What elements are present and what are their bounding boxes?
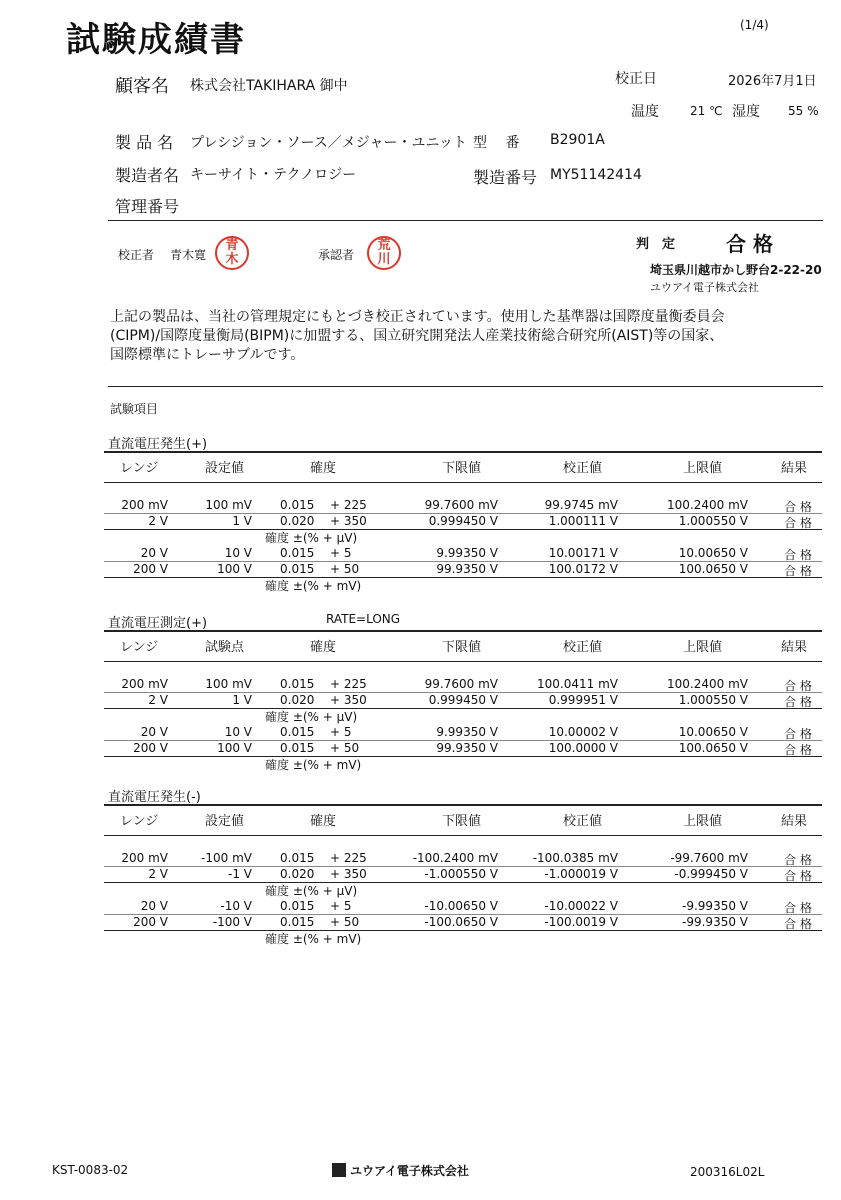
table-cell: 合 格: [784, 516, 812, 530]
table-cell: 99.9745 mV: [544, 498, 618, 512]
group-bottom-rule: [104, 577, 822, 578]
table-cell: 0.015: [280, 546, 315, 560]
section-top-rule: [104, 804, 822, 806]
table-cell: 1 V: [232, 693, 252, 707]
traceability-statement: [110, 308, 725, 365]
accuracy-note: 確度 ±(% + μV): [265, 531, 358, 545]
table-cell: + 5: [330, 899, 352, 913]
document-code: 200316L02L: [690, 1165, 765, 1179]
table-cell: 100.2400 mV: [667, 498, 748, 512]
footer-logo: [332, 1162, 469, 1179]
table-cell: 10.00171 V: [548, 546, 618, 560]
temperature-label: 温度: [631, 104, 659, 120]
table-cell: -9.99350 V: [682, 899, 748, 913]
table-cell: 0.999450 V: [428, 693, 498, 707]
column-header: 結果: [781, 814, 808, 829]
table-cell: 合 格: [784, 901, 812, 915]
table-cell: 10.00002 V: [548, 725, 618, 739]
table-cell: 0.015: [280, 725, 315, 739]
header-bottom-rule: [104, 661, 822, 662]
header-bottom-rule: [104, 835, 822, 836]
group-bottom-rule: [104, 529, 822, 530]
table-cell: 0.015: [280, 851, 315, 865]
column-header: 校正値: [563, 814, 603, 829]
serial-number: MY51142414: [550, 167, 642, 183]
model-label: 型 番: [473, 135, 520, 151]
header-bottom-rule: [104, 482, 822, 483]
product-name: プレシジョン・ソース／メジャー・ユニット: [190, 135, 467, 151]
table-cell: 0.999450 V: [428, 514, 498, 528]
table-cell: -1.000550 V: [424, 867, 498, 881]
table-cell: 200 V: [133, 562, 168, 576]
table-cell: 10.00650 V: [678, 725, 748, 739]
table-cell: 0.015: [280, 899, 315, 913]
column-header: 結果: [781, 640, 808, 655]
table-cell: -10.00650 V: [424, 899, 498, 913]
calibrator-seal-char-2: 木: [225, 252, 239, 267]
model-number: B2901A: [550, 132, 605, 148]
column-header: 校正値: [563, 640, 603, 655]
approver-label: 承認者: [318, 248, 355, 262]
column-header: 下限値: [442, 461, 482, 476]
table-cell: + 225: [330, 498, 367, 512]
accuracy-note: 確度 ±(% + μV): [265, 884, 358, 898]
table-cell: -99.7600 mV: [670, 851, 748, 865]
cal-date: 2026年7月1日: [728, 74, 817, 89]
table-cell: 合 格: [784, 500, 812, 514]
table-cell: -10 V: [220, 899, 252, 913]
table-cell: 2 V: [148, 867, 168, 881]
humidity-value: 55 %: [788, 104, 819, 118]
section-title: 直流電圧発生(+): [108, 437, 208, 452]
table-cell: 99.7600 mV: [424, 498, 498, 512]
calibrator-seal: [215, 236, 249, 270]
table-cell: 200 mV: [121, 498, 168, 512]
table-cell: 99.9350 V: [436, 562, 498, 576]
table-cell: 0.015: [280, 741, 315, 755]
table-cell: 200 V: [133, 741, 168, 755]
table-cell: 100 mV: [205, 498, 252, 512]
table-cell: 100.2400 mV: [667, 677, 748, 691]
table-cell: + 5: [330, 546, 352, 560]
column-header: 上限値: [683, 461, 723, 476]
group-bottom-rule: [104, 756, 822, 757]
cal-date-label: 校正日: [615, 71, 657, 87]
table-cell: -99.9350 V: [682, 915, 748, 929]
maker-name: キーサイト・テクノロジー: [190, 167, 357, 183]
table-cell: 100.0000 V: [548, 741, 618, 755]
table-cell: -100.0385 mV: [532, 851, 618, 865]
table-cell: 0.020: [280, 867, 315, 881]
approver-seal: [367, 236, 401, 270]
table-cell: -1 V: [228, 867, 252, 881]
table-cell: -100 mV: [201, 851, 252, 865]
table-cell: 2 V: [148, 693, 168, 707]
statement-line: 上記の製品は、当社の管理規定にもとづき校正されています。使用した基準器は国際度量衡委員会: [110, 309, 725, 325]
table-cell: + 50: [330, 741, 360, 755]
statement-line: (CIPM)/国際度量衡局(BIPM)に加盟する、国立研究開発法人産業技術総合研究所(AIST)等の国家、: [110, 328, 724, 344]
table-cell: 100 V: [217, 562, 252, 576]
table-cell: 20 V: [140, 725, 168, 739]
section-title: 直流電圧発生(-): [108, 790, 201, 805]
column-header: レンジ: [120, 461, 159, 476]
humidity-label: 湿度: [732, 104, 760, 120]
table-cell: 100.0172 V: [548, 562, 618, 576]
approver-seal-char-2: 川: [377, 252, 391, 267]
form-number: KST-0083-02: [52, 1163, 129, 1177]
page-number: (1/4): [740, 18, 769, 32]
column-header: 確度: [310, 640, 337, 655]
table-cell: 合 格: [784, 727, 812, 741]
column-header: レンジ: [120, 814, 159, 829]
column-header: 確度: [310, 814, 337, 829]
table-cell: 100 mV: [205, 677, 252, 691]
table-cell: 100.0650 V: [678, 562, 748, 576]
company-address: 埼玉県川越市かし野台2-22-20: [650, 263, 822, 277]
calibrator-label: 校正者: [118, 248, 155, 262]
table-cell: 20 V: [140, 899, 168, 913]
table-cell: + 50: [330, 562, 360, 576]
table-cell: -100.2400 mV: [412, 851, 498, 865]
product-label: 製 品 名: [115, 133, 174, 152]
accuracy-note: 確度 ±(% + mV): [265, 932, 362, 946]
table-cell: 99.7600 mV: [424, 677, 498, 691]
serial-label: 製造番号: [473, 168, 538, 187]
header-divider: [108, 220, 823, 221]
maker-label: 製造者名: [115, 166, 180, 185]
calibrator-name: 青木寛: [170, 248, 207, 262]
column-header: 設定値: [205, 814, 245, 829]
table-cell: 0.999951 V: [548, 693, 618, 707]
judgment-result: 合 格: [726, 232, 773, 256]
document-title: 試験成績書: [66, 20, 246, 60]
table-cell: 100 V: [217, 741, 252, 755]
table-cell: -100 V: [212, 915, 252, 929]
table-cell: 200 V: [133, 915, 168, 929]
table-cell: 合 格: [784, 564, 812, 578]
column-header: 下限値: [442, 640, 482, 655]
table-cell: + 225: [330, 851, 367, 865]
table-cell: 0.015: [280, 562, 315, 576]
table-cell: 0.015: [280, 915, 315, 929]
accuracy-note: 確度 ±(% + mV): [265, 758, 362, 772]
table-cell: 99.9350 V: [436, 741, 498, 755]
table-cell: 合 格: [784, 869, 812, 883]
temperature-value: 21 ℃: [690, 104, 723, 118]
section-title: 直流電圧測定(+): [108, 616, 208, 631]
table-cell: 20 V: [140, 546, 168, 560]
group-bottom-rule: [104, 930, 822, 931]
column-header: 結果: [781, 461, 808, 476]
table-cell: 0.015: [280, 498, 315, 512]
table-cell: 1.000550 V: [678, 693, 748, 707]
statement-divider: [108, 386, 823, 387]
table-cell: -0.999450 V: [674, 867, 748, 881]
group-bottom-rule: [104, 882, 822, 883]
table-cell: 10 V: [224, 546, 252, 560]
company-name: ユウアイ電子株式会社: [650, 281, 760, 294]
table-cell: + 5: [330, 725, 352, 739]
table-cell: 0.015: [280, 677, 315, 691]
approver-seal-char-1: 荒: [377, 238, 391, 253]
table-cell: + 350: [330, 514, 367, 528]
section-top-rule: [104, 451, 822, 453]
table-cell: 200 mV: [121, 677, 168, 691]
table-cell: 1 V: [232, 514, 252, 528]
table-cell: 200 mV: [121, 851, 168, 865]
table-cell: 9.99350 V: [436, 546, 498, 560]
footer-logo-text: ユウアイ電子株式会社: [350, 1164, 469, 1178]
accuracy-note: 確度 ±(% + μV): [265, 710, 358, 724]
column-header: 試験点: [205, 640, 245, 655]
column-header: 上限値: [683, 640, 723, 655]
table-cell: 0.020: [280, 514, 315, 528]
statement-line: 国際標準にトレーサブルです。: [110, 347, 305, 363]
table-cell: -1.000019 V: [544, 867, 618, 881]
customer-name: 株式会社TAKIHARA 御中: [190, 78, 348, 94]
calibrator-seal-char-1: 青: [225, 238, 239, 253]
company-logo-icon: [332, 1163, 346, 1177]
table-cell: 1.000111 V: [548, 514, 618, 528]
table-cell: + 350: [330, 693, 367, 707]
table-cell: 合 格: [784, 695, 812, 709]
table-cell: 2 V: [148, 514, 168, 528]
group-bottom-rule: [104, 708, 822, 709]
table-cell: 9.99350 V: [436, 725, 498, 739]
table-cell: 合 格: [784, 743, 812, 757]
accuracy-note: 確度 ±(% + mV): [265, 579, 362, 593]
table-cell: + 50: [330, 915, 360, 929]
table-cell: 100.0411 mV: [537, 677, 618, 691]
table-cell: -100.0019 V: [544, 915, 618, 929]
mgmt-number-label: 管理番号: [115, 197, 180, 216]
table-cell: 1.000550 V: [678, 514, 748, 528]
table-cell: 10.00650 V: [678, 546, 748, 560]
table-cell: 合 格: [784, 853, 812, 867]
table-cell: 合 格: [784, 679, 812, 693]
section-top-rule: [104, 630, 822, 632]
table-cell: -10.00022 V: [544, 899, 618, 913]
column-header: 上限値: [683, 814, 723, 829]
table-cell: + 350: [330, 867, 367, 881]
table-cell: 100.0650 V: [678, 741, 748, 755]
table-cell: -100.0650 V: [424, 915, 498, 929]
column-header: 設定値: [205, 461, 245, 476]
table-cell: 合 格: [784, 917, 812, 931]
column-header: レンジ: [120, 640, 159, 655]
customer-label: 顧客名: [115, 76, 169, 97]
test-items-label: 試験項目: [110, 402, 159, 416]
table-cell: 10 V: [224, 725, 252, 739]
table-cell: 0.020: [280, 693, 315, 707]
column-header: 校正値: [563, 461, 603, 476]
table-cell: + 225: [330, 677, 367, 691]
column-header: 確度: [310, 461, 337, 476]
judgment-label: 判 定: [636, 237, 676, 252]
column-header: 下限値: [442, 814, 482, 829]
table-cell: 合 格: [784, 548, 812, 562]
section-condition: RATE=LONG: [326, 612, 401, 626]
